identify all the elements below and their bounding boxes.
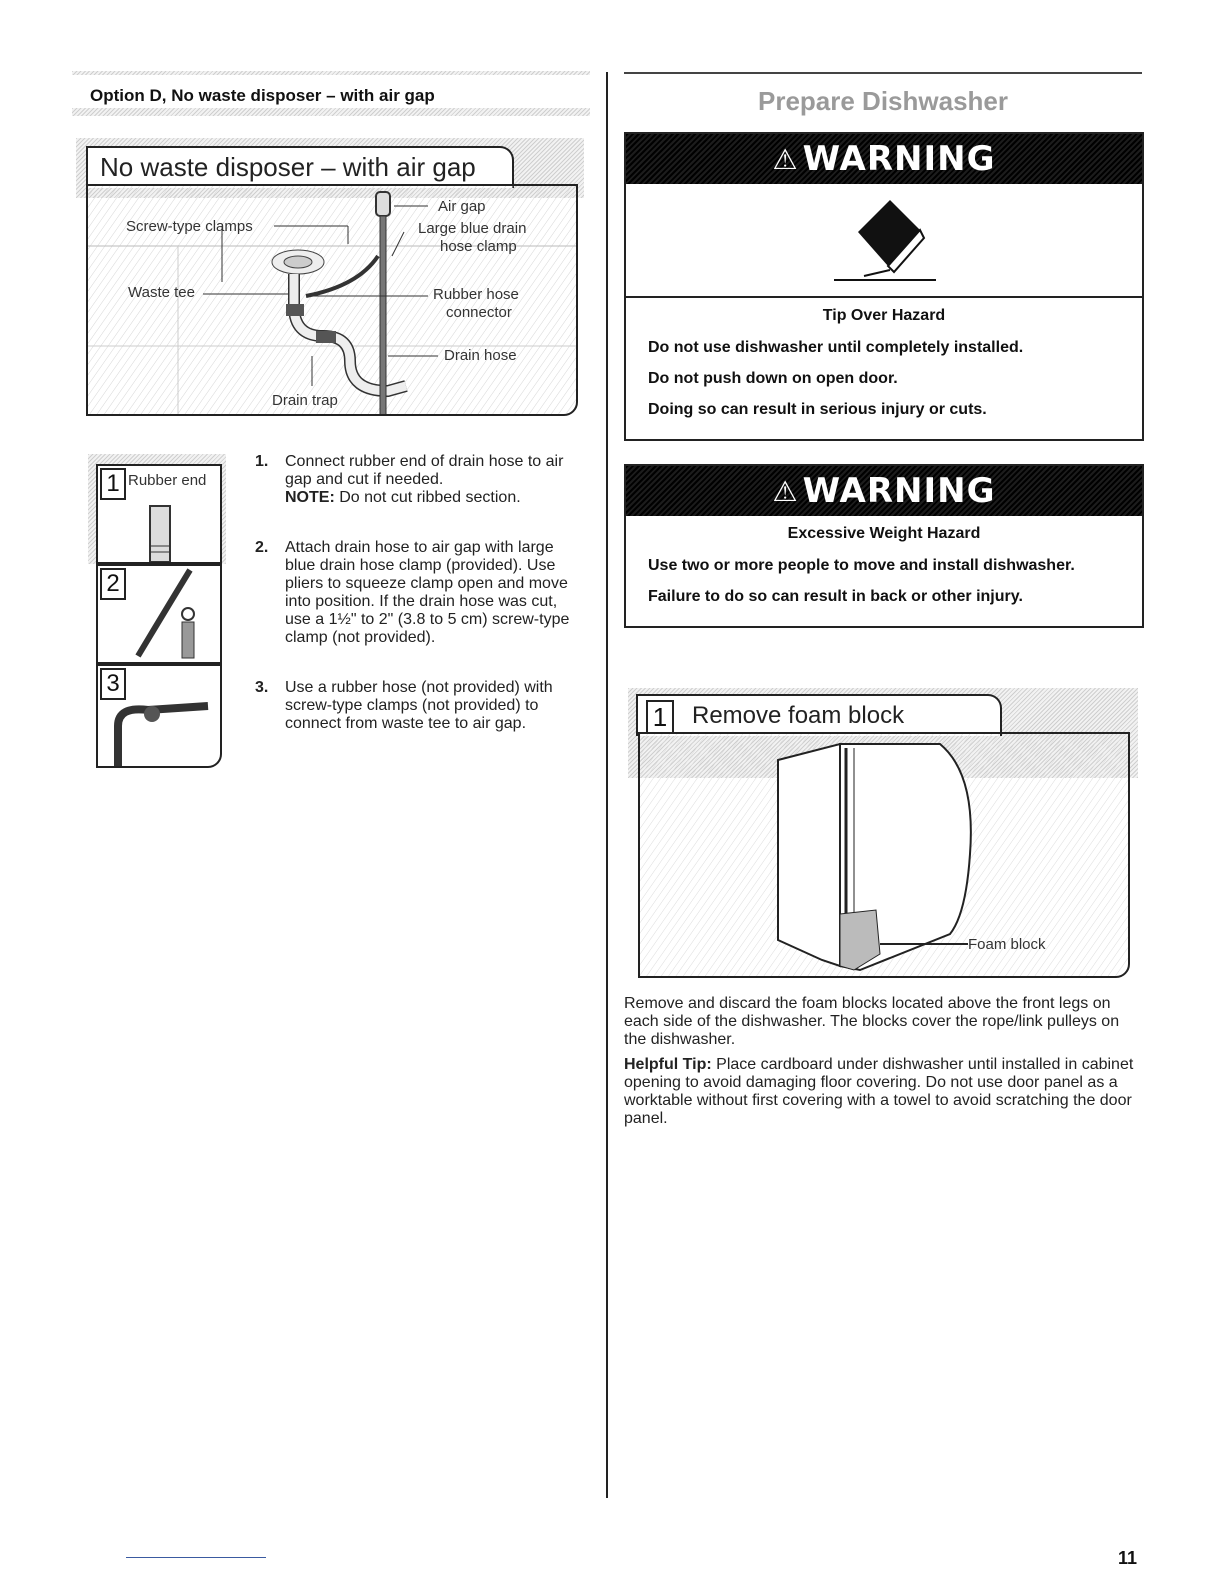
warning-header-text: WARNING (802, 471, 996, 511)
label-rubber-connector-2: connector (446, 304, 512, 321)
step-item (255, 679, 575, 733)
thumb-step-3 (96, 664, 222, 768)
page-title: Prepare Dishwasher (757, 86, 1008, 116)
helpful-tip (624, 1056, 1144, 1128)
thumb-step-1 (96, 464, 222, 564)
step-number: 3. (255, 679, 269, 696)
label-screw-clamps: Screw-type clamps (126, 218, 253, 235)
label-blue-clamp-2: hose clamp (440, 238, 517, 255)
tip-over-icon (824, 190, 944, 290)
step-item (255, 539, 575, 647)
tip-text: Place cardboard under dishwasher until installed in cabinet opening to avoid damaging floor covering. Do not use door panel as a worktable without first covering with a towel to avoid scratching the door panel. (624, 1056, 1134, 1127)
thumb-step-2 (96, 564, 222, 664)
footer-rule (126, 1557, 266, 1558)
tip-over-pictogram (626, 184, 1142, 298)
label-drain-hose: Drain hose (444, 347, 517, 364)
note-label: NOTE: (285, 489, 335, 506)
warning-body (626, 516, 1142, 626)
label-air-gap: Air gap (438, 198, 486, 215)
warning-tip-over (624, 132, 1144, 441)
waste-tee-drawing (98, 666, 220, 766)
tip-label: Helpful Tip: (624, 1056, 712, 1073)
warning-line: Failure to do so can result in back or other injury. (648, 588, 1023, 605)
warning-header (626, 466, 1142, 516)
label-blue-clamp-1: Large blue drain (418, 220, 527, 237)
dishwasher-illustration (640, 734, 1128, 976)
label-drain-trap: Drain trap (272, 392, 338, 409)
step-text: Attach drain hose to air gap with large blue drain hose clamp (provided). Use pliers to squeeze clamp open and move into position. If the drain hose was cut, use a 1½" to 2" (3.8 to 5 cm) screw-type clamp (not provided). (285, 539, 570, 646)
title-rule (624, 72, 1142, 74)
thumb-number: 3 (100, 668, 126, 700)
warning-triangle-icon: ⚠ (772, 474, 799, 508)
step-note (285, 489, 575, 507)
warning-line: Do not use dishwasher until completely installed. (648, 339, 1024, 356)
warning-excessive-weight (624, 464, 1144, 628)
hazard-title: Tip Over Hazard (822, 307, 946, 324)
label-waste-tee: Waste tee (128, 284, 195, 301)
warning-line: Doing so can result in serious injury or cuts. (648, 401, 987, 418)
warning-line: Use two or more people to move and install dishwasher. (648, 557, 1075, 574)
figure-title: No waste disposer – with air gap (100, 152, 476, 182)
warning-line: Do not push down on open door. (648, 370, 898, 387)
label-rubber-connector-1: Rubber hose (433, 286, 519, 303)
section-heading: Option D, No waste disposer – with air gap (90, 86, 435, 105)
hose-end-drawing (98, 466, 220, 562)
heading-rule-bottom (72, 108, 590, 116)
step-item (255, 453, 575, 507)
step-number: 1. (255, 453, 269, 470)
column-divider (606, 72, 608, 1498)
thumb-number: 2 (100, 568, 126, 600)
figure-title: Remove foam block (692, 702, 905, 729)
thumb-label: Rubber end (128, 472, 207, 489)
clamp-drawing (98, 566, 220, 662)
step-text: Use a rubber hose (not provided) with screw-type clamps (not provided) to connect from waste tee to air gap. (285, 679, 553, 732)
warning-header (626, 134, 1142, 184)
warning-triangle-icon: ⚠ (772, 142, 799, 176)
step-text: Connect rubber end of drain hose to air gap and cut if needed. (285, 453, 564, 488)
thumb-number: 1 (100, 468, 126, 500)
step-number: 2. (255, 539, 269, 556)
warning-body (626, 298, 1142, 439)
instruction-steps (255, 453, 575, 765)
foam-block-diagram (638, 732, 1130, 978)
figure-number: 1 (646, 700, 674, 734)
heading-rule-top (72, 71, 590, 75)
page-number: 11 (1118, 1548, 1138, 1568)
warning-header-text: WARNING (802, 139, 996, 179)
label-foam-block: Foam block (968, 936, 1046, 953)
instruction-paragraph: Remove and discard the foam blocks located above the front legs on each side of the dishwasher. The blocks cover the rope/link pulleys on the dishwasher. (624, 995, 1120, 1048)
hazard-title: Excessive Weight Hazard (787, 525, 981, 542)
note-text: Do not cut ribbed section. (334, 489, 521, 506)
